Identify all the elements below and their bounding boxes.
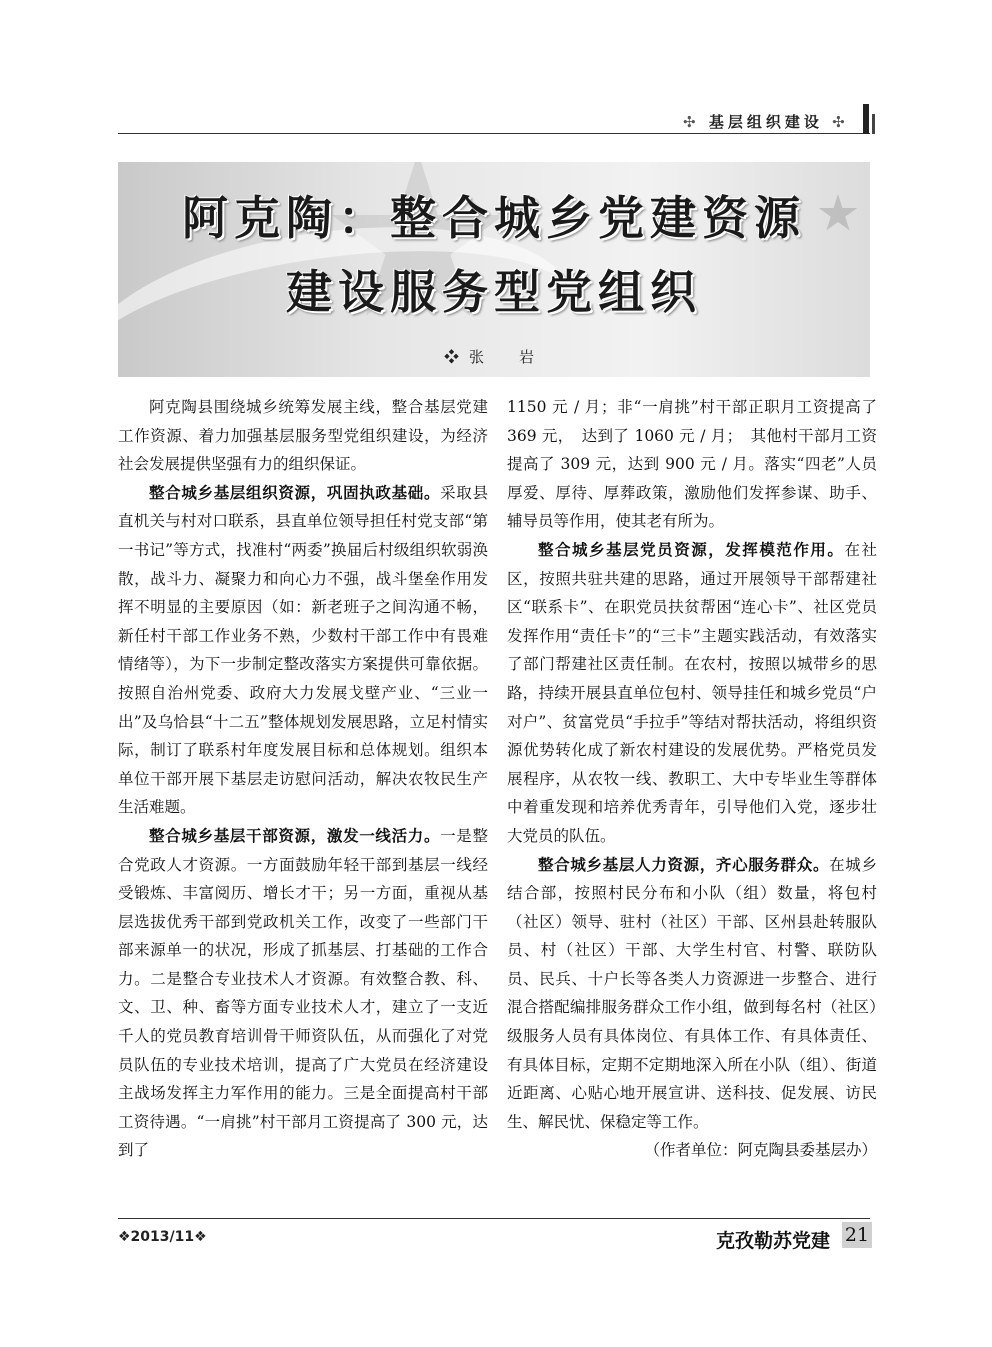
paragraph: 阿克陶县围绕城乡统筹发展主线，整合基层党建工作资源、着力加强基层服务型党组织建设，为经济社会发展提供坚强有力的组织保证。 (118, 398, 488, 474)
paragraph: 整合城乡基层党员资源，发挥模范作用。在社区，按照共驻共建的思路，通过开展领导干部帮建社区“联系卡”、在职党员扶贫帮困“连心卡”、社区党员发挥作用“责任卡”的“三卡”主题实践活动，有效落实了部门帮建社区责任制。在农村，按照以城带乡的思路，持续开展县直单位包村、领导挂任和城乡党员“户对户”、贫富党员“手拉手”等结对帮扶活动，将组织资源优势转化成了新农村建设的发展优势。严格党员发展程序，从农牧一线、教职工、大中专毕业生等群体中着重发现和培养优秀青年，引导他们入党，逐步壮大党员的队伍。 (507, 539, 877, 845)
author-affiliation: （作者单位：阿克陶县委基层办） (644, 1141, 877, 1160)
section-title: 基层组织建设 (708, 113, 823, 131)
paragraph-heading: 整合城乡基层干部资源，激发一线活力。 (149, 825, 441, 845)
issue-label: ❖2013/11❖ (118, 1229, 207, 1245)
paragraph-heading: 整合城乡基层组织资源，巩固执政基础。 (149, 482, 441, 502)
left-column (118, 393, 488, 1165)
paragraph-heading: 整合城乡基层人力资源，齐心服务群众。 (538, 854, 830, 874)
header-corner-bar-secondary (872, 114, 875, 134)
magazine-name: 克孜勒苏党建 (716, 1230, 831, 1252)
ornament-icon: ✣ (683, 113, 700, 131)
header-rule (118, 133, 870, 134)
author-byline: ❖张 岩 (443, 348, 544, 366)
paragraph: 整合城乡基层干部资源，激发一线活力。一是整合党政人才资源。一方面鼓励年轻干部到基层一线经受锻炼、丰富阅历、增长才干；另一方面，重视从基层选拔优秀干部到党政机关工作，改变了一些部门干部来源单一的状况，形成了抓基层、打基础的工作合力。二是整合专业技术人才资源。有效整合教、科、文、卫、种、畜等方面专业技术人才，建立了一支近千人的党员教育培训骨干师资队伍，从而强化了对党员队伍的专业技术培训，提高了广大党员在经济建设主战场发挥主力军作用的能力。三是全面提高村干部工资待遇。“一肩挑”村干部月工资提高了 300 元，达到了 (118, 825, 488, 1160)
ornament-icon: ✣ (832, 113, 849, 131)
footer-rule (118, 1218, 870, 1219)
paragraph: 1150 元 / 月；非“一肩挑”村干部正职月工资提高了 369 元， 达到了 1060 元 / 月； 其他村干部月工资提高了 309 元，达到 900 元 / 月。落实“四老”人员厚爱、厚待、厚葬政策，激励他们发挥参谋、助手、辅导员等作用，使其老有所为。 (507, 398, 877, 531)
article-title-line2: 建设服务型党组织 (286, 265, 702, 319)
paragraph-heading: 整合城乡基层党员资源，发挥模范作用。 (538, 539, 845, 559)
right-column (507, 393, 877, 1165)
paragraph: 整合城乡基层组织资源，巩固执政基础。采取县直机关与村对口联系，县直单位领导担任村党支部“第一书记”等方式，找准村“两委”换届后村级组织软弱涣散，战斗力、凝聚力和向心力不强，战斗堡垒作用发挥不明显的主要原因（如：新老班子之间沟通不畅，新任村干部工作业务不熟，少数村干部工作中有畏难情绪等），为下一步制定整改落实方案提供可靠依据。按照自治州党委、政府大力发展戈壁产业、“三业一出”及乌恰县“十二五”整体规划发展思路，立足村情实际，制订了联系村年度发展目标和总体规划。组织本单位干部开展下基层走访慰问活动，解决农牧民生产生活难题。 (118, 482, 488, 817)
section-label (683, 111, 863, 132)
paragraph: 整合城乡基层人力资源，齐心服务群众。在城乡结合部，按照村民分布和小队（组）数量，将包村（社区）领导、驻村（社区）干部、区州县赴转服队员、村（社区）干部、大学生村官、村警、联防队员、民兵、十户长等各类人力资源进一步整合、进行混合搭配编排服务群众工作小组，做到每名村（社区）级服务人员有具体岗位、有具体工作、有具体责任、有具体目标，定期不定期地深入所在小队（组）、街道近距离、心贴心地开展宣讲、送科技、促发展、访民生、解民忧、保稳定等工作。 (507, 854, 877, 1131)
page-number: 21 (842, 1222, 872, 1248)
header-corner-bar (863, 104, 869, 134)
article-title-line1: 阿克陶：整合城乡党建资源 (182, 191, 806, 245)
